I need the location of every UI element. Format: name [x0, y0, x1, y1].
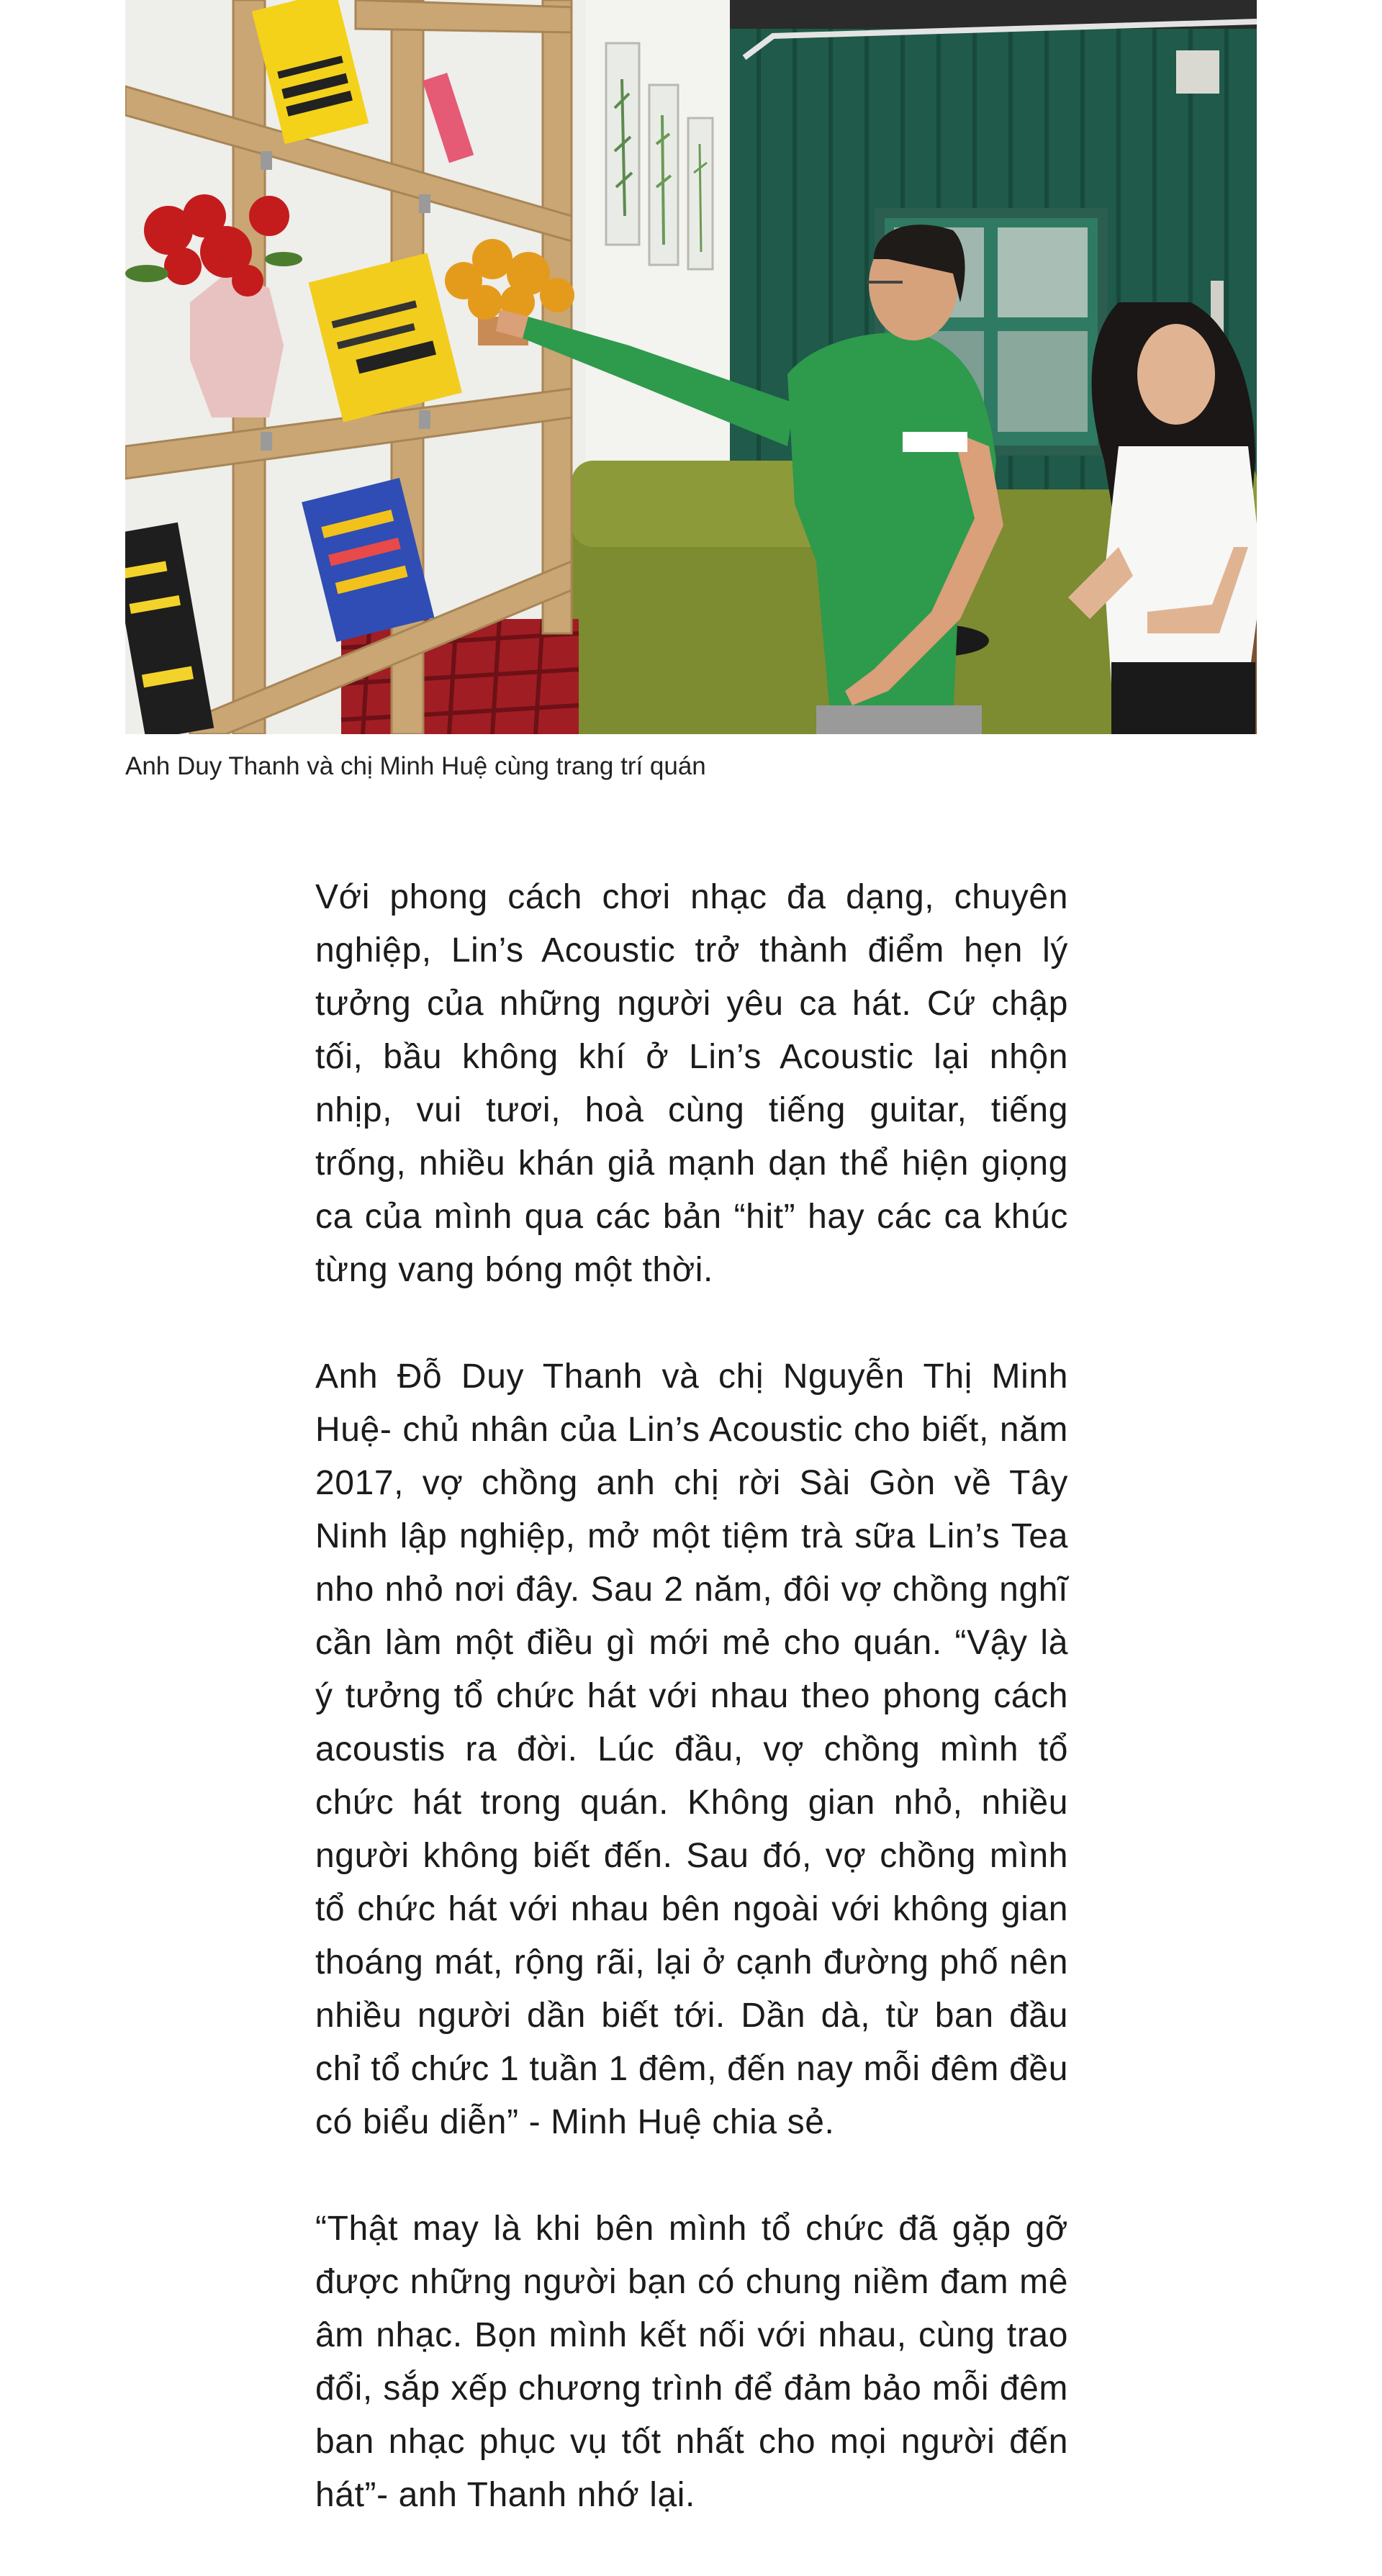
article-paragraph-1: Với phong cách chơi nhạc đa dạng, chuyên nghiệp, Lin’s Acoustic trở thành điểm hẹn lý tưởng của những người yêu ca hát. Cứ chập tối, bầu không khí ở Lin’s Acoustic lại nhộn nhịp, vui tươi, hoà cùng tiếng guitar, tiếng trống, nhiều khán giả mạnh dạn thể hiện giọng ca của mình qua các bản “hit” hay các ca khúc từng vang bóng một thời.	[315, 878, 1068, 1289]
article-paragraph-2: Anh Đỗ Duy Thanh và chị Nguyễn Thị Minh Huệ- chủ nhân của Lin’s Acoustic cho biết, năm 2017, vợ chồng anh chị rời Sài Gòn về Tây Ninh lập nghiệp, mở một tiệm trà sữa Lin’s Tea nho nhỏ nơi đây. Sau 2 năm, đôi vợ chồng nghĩ cần làm một điều gì mới mẻ cho quán. “Vậy là ý tưởng tổ chức hát với nhau theo phong cách acoustis ra đời. Lúc đầu, vợ chồng mình tổ chức hát trong quán. Không gian nhỏ, nhiều người không biết đến. Sau đó, vợ chồng mình tổ chức hát với nhau bên ngoài với không gian thoáng mát, rộng rãi, lại ở cạnh đường phố nên nhiều người dần biết tới. Dần dà, từ ban đầu chỉ tổ chức 1 tuần 1 đêm, đến nay mỗi đêm đều có biểu diễn” - Minh Huệ chia sẻ.	[315, 1357, 1068, 2141]
photo-caption: Anh Duy Thanh và chị Minh Huệ cùng trang trí quán	[125, 752, 706, 780]
article-photo	[125, 0, 1257, 734]
article-body	[315, 871, 1068, 2575]
article-paragraph-3: “Thật may là khi bên mình tổ chức đã gặp gỡ được những người bạn có chung niềm đam mê âm nhạc. Bọn mình kết nối với nhau, cùng trao đổi, sắp xếp chương trình để đảm bảo mỗi đêm ban nhạc phục vụ tốt nhất cho mọi người đến hát”- anh Thanh nhớ lại.	[315, 2210, 1068, 2514]
